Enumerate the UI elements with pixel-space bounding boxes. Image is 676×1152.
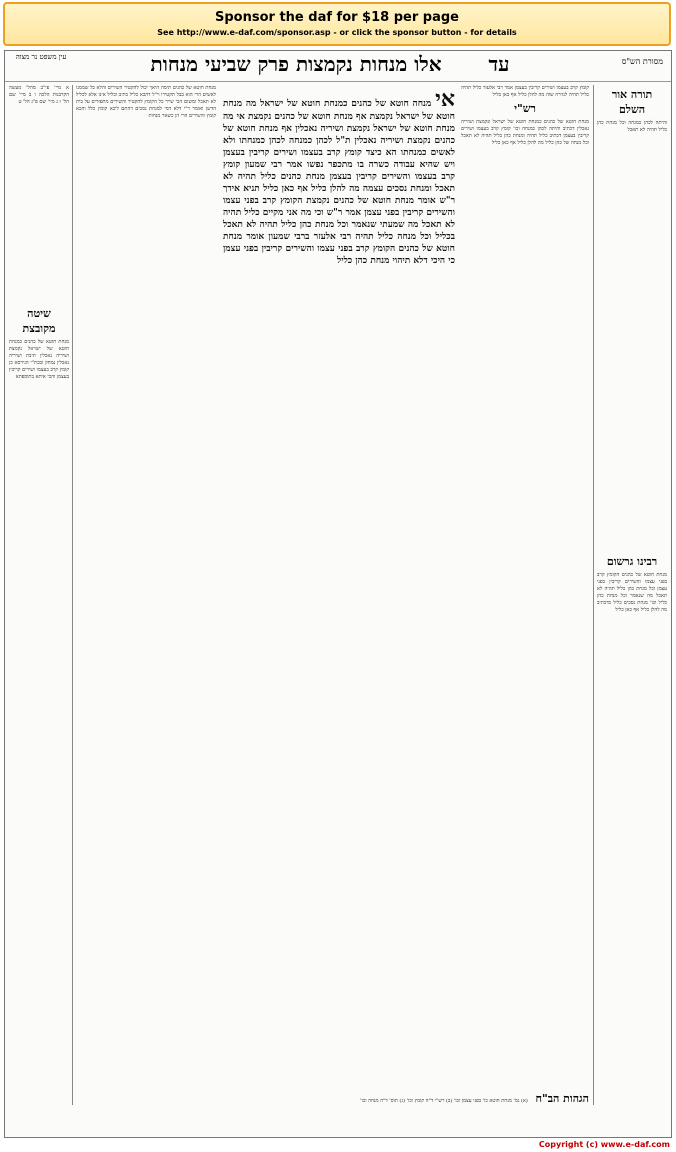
ein-mishpat-column — [9, 85, 69, 1115]
chapter-title: אלו מנחות נקמצות פרק שביעי מנחות — [150, 52, 442, 76]
page-number: עד — [488, 52, 510, 76]
page-header — [5, 51, 671, 82]
sponsor-title[interactable]: Sponsor the daf for $18 per page — [215, 10, 459, 25]
shita-mekubetzet-text: מנחת חוטא של כהנים כמנחת חוטא של ישראל נקמצת ושיריה נאכלין תיבת ושיריה נאכלין נמחק ובכת"י הגירסא כן קומץ קרב בעצמו ושירים קריבין בעצמן והכי איתא בתוספתא — [9, 339, 69, 380]
rabbeinu-gershom-text: מנחת חוטא של כהנים הקומץ קרב בפני עצמו והשירים קריבין בפני עצמן וכל מנחת כהן כליל תהיה לא תאכל מה שנאמר וכל מנחת כהן כליל וכו' מנחת נסכים כליל כדכתיב מה להלן כליל אף כאן כליל — [597, 572, 667, 613]
hagahot-section — [223, 1091, 589, 1131]
column-divider — [72, 85, 73, 1105]
tosafot-text: מנחת חוטא של כהנים תימה היאך יכול להקטיר השירים והלא כל שממנו לאשים הרי הוא בבל תקטירו וי"ל דהכא כליל כתיב וכליל אינו אלא לכליל לא תאכל ומשום הכי שייר כל הקומץ להקטיר והשירים מתפזרים על בית הדשן ואומר ר"י דלא דמי למנחת נסכים דהתם ליכא קומץ כלל והכא קומץ והשירים הרי הן כשאר מנחות — [76, 85, 216, 119]
page-title — [95, 52, 565, 77]
gemara-continuation: רבי אלעזר ברבי שמעון אומר מנחת חוטא של כהנים הקומץ קרב בפני עצמו והשירים קריבין בפני עצמן כי היכי דלא תיהוי מנחת כהן כליל — [223, 232, 455, 266]
copyright-link[interactable]: Copyright (c) www.e-daf.com — [538, 1140, 670, 1149]
sponsor-banner[interactable] — [3, 2, 671, 46]
ein-mishpat-label: עין משפט נר מצוה — [15, 53, 67, 61]
torah-ohr-heading: תורה אור השלם — [611, 88, 653, 116]
inner-right-gloss: קומץ קרב בעצמו ושירים קריבין בעצמן אמר רבי אלעזר כליל תהיה כליל תהיה לגזירה שוה מה להלן כליל אף כאן כליל — [461, 85, 589, 98]
masoret-hashas-label: מסורת הש"ס — [621, 57, 663, 66]
rashi-heading: רש"י — [514, 102, 536, 115]
hagahot-heading: הגהות הב"ח — [535, 1092, 589, 1105]
talmud-page — [4, 50, 672, 1138]
column-divider — [593, 85, 594, 1105]
margin-right-column — [597, 85, 667, 1115]
rashi-column — [461, 85, 589, 1115]
rashi-text: מנחת חוטא של כהנים כמנחת חוטא של ישראל ונקמצת ושיריה נאכלין דכתיב והיתה לכהן כמנחה וכו' קומץ קרב בעצמו ושירים קריבין בעצמן דכתיב כליל תהיה ומנחת כהן כליל תהיה לא תאכל וכל מנחה של כהן כליל מה להלן כליל אף כאן כליל — [461, 119, 589, 146]
shita-mekubetzet-heading: שיטה מקובצת — [22, 307, 56, 335]
gemara-text: מנחה חוטא של כהנים כמנחת חוטא של ישראל מה מנחת חוטא של ישראל נקמצת אף מנחת חוטא של כהנים נקמצת אי מה מנחת חוטא של ישראל נקמצת ושיריה נאכלין אף מנחת חוטא של כהנים נקמצת ושיריה נאכלין ת"ל לכהן כמנחה לכהן כמנחתו ולא לאשים כמנחתו הא כיצד קומץ קרב בעצמו ושירים קריבין בעצמן ויש שהיא עבודה כשרה בו מתכפר נפשו אמר רבי שמעון קומץ קרב בעצמו והשירים קריבין בעצמן מנחת כהנים כליל תהיה לא תאכל ומנחת נסכים עצמה מה להלן כליל אף כאן כליל תניא אידך ר"ש אומר מנחת חוטא של כהנים נקמצת הקומץ קרב בפני עצמו והשירים קריבין בפני עצמן אמר ר"ש וכי מה אני מקיים כליל תהיה לא תאכל מה שמעתי שנאמר וכל מנחת כהן כליל תהיה לא תאכל בכליל וכל מנחה כליל תהיה — [223, 99, 455, 242]
ein-mishpat-text: א מיי' פי"ב מהל' מעשה הקרבנות הלכה ו ב מיי' שם הל' ז ג מיי' שם פ"ג הל' ט — [9, 85, 69, 105]
torah-ohr-text: והיתה לכהן כמנחה וכל מנחת כהן כליל תהיה לא תאכל — [597, 120, 667, 133]
sponsor-subtitle[interactable]: See http://www.e-daf.com/sponsor.asp - or click the sponsor button - for details — [157, 28, 517, 37]
opening-word: אי — [435, 87, 455, 112]
hagahot-text: (א) גמ' מנחת חוטא כו' בפני עצמן וכו' (ב) רש"י ד"ה קומץ וכו' (ג) תוס' ד"ה מנחה וכו' — [360, 1098, 528, 1104]
tosafot-column — [76, 85, 216, 1115]
rabbeinu-gershom-heading: רבינו גרשום — [606, 555, 658, 568]
gemara-column — [223, 87, 455, 787]
